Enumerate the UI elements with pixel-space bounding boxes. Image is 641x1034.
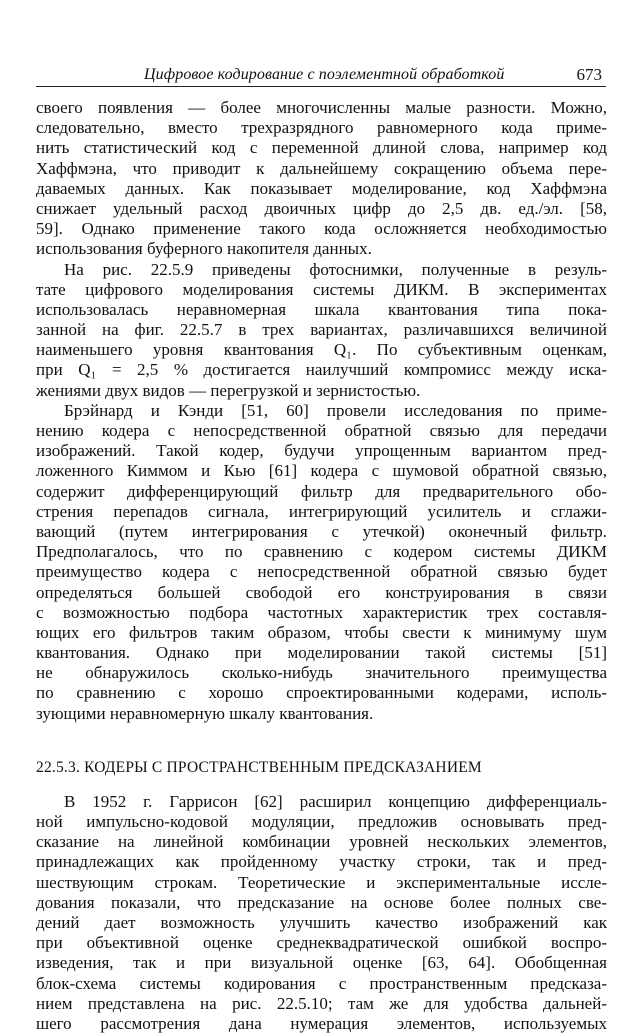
text-line: зующими неравномерную шкалу квантования.	[36, 703, 374, 723]
text-line: ющих его фильтров таким образом, чтобы свести к минимуму шум	[36, 622, 607, 642]
paragraph-1	[36, 98, 607, 260]
text-line: Предполагалось, что по сравнению с кодером системы ДИКМ	[36, 542, 607, 562]
text-line: блок-схема системы кодирования с пространственным предсказа-	[36, 973, 607, 993]
text-line: Брэйнард и Кэнди [51, 60] провели исследования по приме-	[64, 400, 607, 420]
text-line: наименьшего уровня квантования Q₁. По субъективным оценкам,	[36, 340, 607, 360]
text-line: тате цифрового моделирования системы ДИКМ. В экспериментах	[36, 279, 607, 299]
section-paragraph	[36, 792, 607, 1034]
text-line: с возможностью подбора частотных характеристик трех составля-	[36, 602, 607, 622]
text-line: В 1952 г. Гаррисон [62] расширил концепцию дифференциаль-	[64, 791, 607, 811]
text-line: по сравнению с хорошо спроектированными кодерами, исполь-	[36, 683, 607, 703]
text-line: На рис. 22.5.9 приведены фотоснимки, полученные в резуль-	[64, 259, 607, 279]
text-line: своего появления — более многочисленны малые разности. Можно,	[36, 98, 607, 117]
text-line: изведения, так и при визуальной оценке [63, 64]. Обобщенная	[36, 953, 607, 973]
text-line: квантования. Однако при моделировании такой системы [51]	[36, 643, 607, 663]
text-line: вающий (путем интегрирования с утечкой) оконечный фильтр.	[36, 521, 607, 541]
text-line: содержит дифференцирующий фильтр для предварительного обо-	[36, 481, 607, 501]
text-line: даваемых данных. Как показывает моделирование, код Хаффмэна	[36, 178, 607, 198]
page-body	[36, 98, 607, 1034]
text-line: ложенного Киммом и Кью [61] кодера с шумовой обратной связью,	[36, 461, 607, 481]
text-line: использовалась неравномерная шкала квантования типа пока-	[36, 299, 607, 319]
text-line: 59]. Однако применение такого кода осложняется необходимостью	[36, 219, 607, 239]
text-line: сказание на линейной комбинации уровней нескольких элементов,	[36, 832, 607, 852]
section-heading: 22.5.3. КОДЕРЫ С ПРОСТРАНСТВЕННЫМ ПРЕДСКАЗАНИЕМ	[36, 758, 482, 776]
text-line: дования показали, что предсказание на основе более полных све-	[36, 892, 607, 912]
text-line: определяться большей свободой его конструирования в связи	[36, 582, 607, 602]
text-line: Хаффмэна, что приводит к дальнейшему сокращению объема пере-	[36, 158, 607, 178]
text-line: не обнаружилось сколько-нибудь значительного преимущества	[36, 663, 607, 683]
paragraph-2	[36, 260, 607, 401]
text-line: следовательно, вместо трехразрядного равномерного кода приме-	[36, 118, 607, 138]
text-line: занной на фиг. 22.5.7 в трех вариантах, различавшихся величиной	[36, 320, 607, 340]
text-line: нить статистический код с переменной длиной слова, например код	[36, 138, 607, 158]
text-line: при объективной оценке среднеквадратической ошибкой воспро-	[36, 933, 607, 953]
text-line: ной импульсно-кодовой модуляции, предложив основывать пред-	[36, 812, 607, 831]
running-header	[36, 60, 606, 87]
text-line: жениями двух видов — перегрузкой и зернистостью.	[36, 380, 421, 400]
text-line: шего рассмотрения дана нумерация элементов, используемых	[36, 1013, 607, 1033]
text-line: дений дает возможность улучшить качество изображений как	[36, 912, 607, 932]
text-line: шествующим строкам. Теоретические и экспериментальные иссле-	[36, 872, 607, 892]
text-line: принадлежащих как пройденному участку строки, так и пред-	[36, 852, 607, 872]
text-line: нению кодера с непосредственной обратной связью для передачи	[36, 421, 607, 440]
text-line: при Q₁ = 2,5 % достигается наилучший компромисс между иска-	[36, 360, 607, 380]
text-line: изображений. Такой кодер, будучи упрощенным вариантом пред-	[36, 441, 607, 461]
running-head-title: Цифровое кодирование с поэлементной обработкой	[144, 66, 505, 83]
paragraph-3	[36, 401, 607, 724]
page-number: 673	[576, 65, 602, 84]
text-line: преимущество кодера с непосредственной обратной связью будет	[36, 562, 607, 582]
text-line: снижает удельный расход двоичных цифр до 2,5 дв. ед./эл. [58,	[36, 198, 607, 218]
text-line: стрения перепадов сигнала, интегрирующий усилитель и сглажи-	[36, 501, 607, 521]
text-line: использования буферного накопителя данных.	[36, 239, 372, 259]
text-line: нием представлена на рис. 22.5.10; там же для удобства дальней-	[36, 993, 607, 1013]
